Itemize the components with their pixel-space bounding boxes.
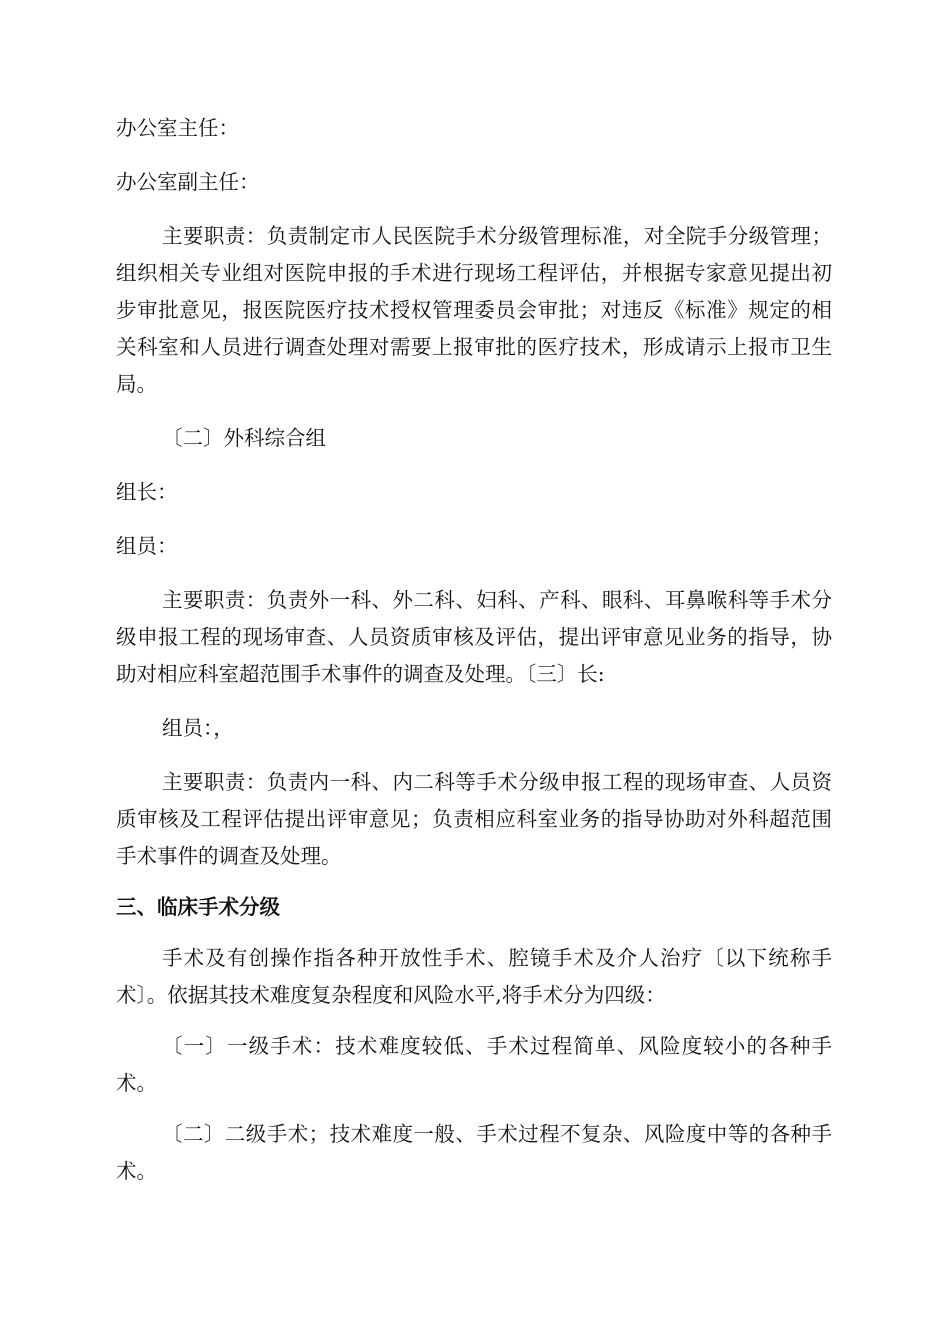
document-page [116, 110, 832, 1190]
surgery-definition-paragraph: 手术及有创操作指各种开放性手术、腔镜手术及介人治疗〔以下统称手术〕。依据其技术难度复杂程度和风险水平,将手术分为四级： [116, 946, 832, 1007]
office-deputy-director-line: 办公室副主任： [116, 170, 260, 194]
internal-group-members-line: 组员：， [162, 716, 234, 740]
level-two-paragraph: 〔二〕二级手术；技术难度一般、手术过程不复杂、风险度中等的各种手术。 [116, 1122, 832, 1183]
section-three-heading: 三、临床手术分级 [116, 895, 280, 919]
surgery-group-leader-line: 组长： [116, 480, 178, 504]
internal-group-duties-paragraph: 主要职责：负责内一科、内二科等手术分级申报工程的现场审查、人员资质审核及工程评估提出评审意见；负责相应科室业务的指导协助对外科超范围手术事件的调查及处理。 [116, 770, 832, 868]
surgery-group-duties-paragraph: 主要职责：负责外一科、外二科、妇科、产科、眼科、耳鼻喉科等手术分级申报工程的现场审查、人员资质审核及评估，提出评审意见业务的指导，协助对相应科室超范围手术事件的调查及处理。〔三〕长: [116, 588, 832, 686]
office-duties-paragraph: 主要职责：负责制定市人民医院手术分级管理标准，对全院手分级管理；组织相关专业组对医院申报的手术进行现场工程评估，并根据专家意见提出初步审批意见，报医院医疗技术授权管理委员会审批；对违反《标准》规定的相关科室和人员进行调查处理对需要上报审批的医疗技术，形成请示上报市卫生局。 [116, 224, 832, 396]
surgery-group-title: 〔二〕外科综合组 [162, 426, 326, 450]
office-director-line: 办公室主任： [116, 116, 239, 140]
surgery-group-members-line: 组员： [116, 534, 178, 558]
level-one-paragraph: 〔一〕一级手术：技术难度较低、手术过程简单、风险度较小的各种手术。 [116, 1034, 832, 1095]
